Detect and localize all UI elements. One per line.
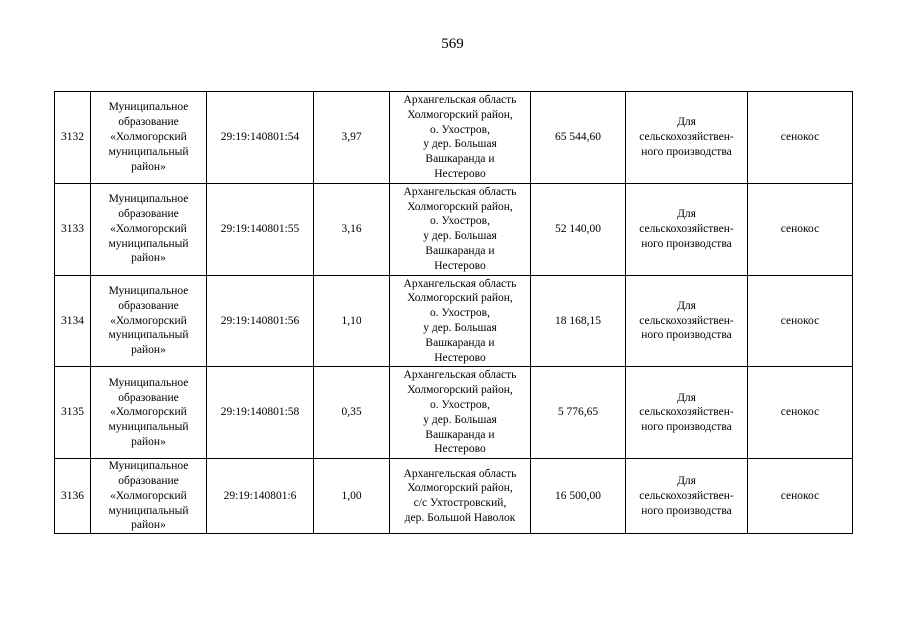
owner-line: муниципальный xyxy=(108,237,189,250)
owner-line: район» xyxy=(131,252,166,265)
owner-line: Муниципальное xyxy=(108,101,189,114)
permitted-use-cell: сенокос xyxy=(748,367,853,459)
owner-line: муниципальный xyxy=(108,504,189,517)
location-line: у дер. Большая xyxy=(423,413,497,426)
land-plots-table xyxy=(54,91,853,534)
category-line: ного производства xyxy=(641,504,732,517)
permitted-use-cell: сенокос xyxy=(748,275,853,367)
location-line: Архангельская область xyxy=(403,277,517,290)
category-line: сельскохозяйствен- xyxy=(639,130,734,143)
owner-cell xyxy=(91,183,207,275)
cadastral-number-cell: 29:19:140801:56 xyxy=(207,275,314,367)
location-line: Архангельская область xyxy=(403,185,517,198)
cadastral-number-cell: 29:19:140801:6 xyxy=(207,459,314,534)
table-row xyxy=(55,459,853,534)
table-row xyxy=(55,275,853,367)
owner-line: район» xyxy=(131,519,166,532)
permitted-use-cell: сенокос xyxy=(748,459,853,534)
area-cell: 1,10 xyxy=(314,275,390,367)
area-cell: 3,97 xyxy=(314,92,390,184)
owner-line: образование xyxy=(118,116,179,129)
cadastral-value-cell: 52 140,00 xyxy=(531,183,626,275)
location-line: Архангельская область xyxy=(403,94,517,106)
row-number-cell: 3136 xyxy=(55,459,91,534)
location-line: Холмогорский район, xyxy=(407,200,513,213)
owner-cell xyxy=(91,367,207,459)
location-line: с/с Ухтостровский, xyxy=(413,497,507,510)
owner-line: Муниципальное xyxy=(108,193,189,206)
location-cell xyxy=(390,367,531,459)
cadastral-value-cell: 65 544,60 xyxy=(531,92,626,184)
land-category-cell xyxy=(626,459,748,534)
land-category-cell xyxy=(626,92,748,184)
row-number-cell: 3134 xyxy=(55,275,91,367)
area-cell: 3,16 xyxy=(314,183,390,275)
location-line: о. Ухостров, xyxy=(430,123,490,136)
location-line: Нестерово xyxy=(434,259,486,272)
location-line: Нестерово xyxy=(434,167,486,180)
location-line: Холмогорский район, xyxy=(407,482,513,495)
owner-line: «Холмогорский xyxy=(110,406,187,419)
location-line: дер. Большой Наволок xyxy=(404,511,516,524)
category-line: Для xyxy=(677,299,696,312)
location-line: Вашкаранда и xyxy=(425,244,495,257)
cadastral-value-cell: 5 776,65 xyxy=(531,367,626,459)
location-line: Вашкаранда и xyxy=(425,428,495,441)
location-line: Архангельская область xyxy=(403,467,517,480)
owner-line: «Холмогорский xyxy=(110,489,187,502)
location-line: у дер. Большая xyxy=(423,230,497,243)
category-line: Для xyxy=(677,391,696,404)
cadastral-number-cell: 29:19:140801:54 xyxy=(207,92,314,184)
owner-line: образование xyxy=(118,474,179,487)
owner-line: Муниципальное xyxy=(108,460,189,473)
owner-line: район» xyxy=(131,435,166,448)
category-line: Для xyxy=(677,116,696,129)
owner-line: образование xyxy=(118,207,179,220)
location-line: Нестерово xyxy=(434,351,486,364)
permitted-use-cell: сенокос xyxy=(748,92,853,184)
area-cell: 0,35 xyxy=(314,367,390,459)
cadastral-number-cell: 29:19:140801:55 xyxy=(207,183,314,275)
owner-line: район» xyxy=(131,160,166,173)
category-line: ного производства xyxy=(641,237,732,250)
permitted-use-cell: сенокос xyxy=(748,183,853,275)
owner-cell xyxy=(91,275,207,367)
location-line: у дер. Большая xyxy=(423,321,497,334)
category-line: сельскохозяйствен- xyxy=(639,406,734,419)
owner-line: «Холмогорский xyxy=(110,130,187,143)
category-line: сельскохозяйствен- xyxy=(639,489,734,502)
row-number-cell: 3135 xyxy=(55,367,91,459)
owner-line: «Холмогорский xyxy=(110,314,187,327)
owner-line: муниципальный xyxy=(108,329,189,342)
row-number-cell: 3132 xyxy=(55,92,91,184)
owner-line: Муниципальное xyxy=(108,376,189,389)
land-category-cell xyxy=(626,183,748,275)
page-number: 569 xyxy=(441,36,464,52)
owner-line: муниципальный xyxy=(108,145,189,158)
category-line: ного производства xyxy=(641,421,732,434)
cadastral-value-cell: 16 500,00 xyxy=(531,459,626,534)
location-line: у дер. Большая xyxy=(423,138,497,151)
location-cell xyxy=(390,275,531,367)
area-cell: 1,00 xyxy=(314,459,390,534)
cadastral-number-cell: 29:19:140801:58 xyxy=(207,367,314,459)
location-line: Холмогорский район, xyxy=(407,292,513,305)
location-line: о. Ухостров, xyxy=(430,215,490,228)
owner-line: образование xyxy=(118,299,179,312)
location-line: Вашкаранда и xyxy=(425,336,495,349)
owner-cell xyxy=(91,92,207,184)
table-row xyxy=(55,92,853,184)
location-line: Архангельская область xyxy=(403,369,517,382)
owner-line: «Холмогорский xyxy=(110,222,187,235)
category-line: ного производства xyxy=(641,329,732,342)
category-line: сельскохозяйствен- xyxy=(639,222,734,235)
category-line: сельскохозяйствен- xyxy=(639,314,734,327)
owner-cell xyxy=(91,459,207,534)
location-cell xyxy=(390,92,531,184)
table-row xyxy=(55,183,853,275)
location-cell xyxy=(390,183,531,275)
owner-line: муниципальный xyxy=(108,421,189,434)
row-number-cell: 3133 xyxy=(55,183,91,275)
location-cell xyxy=(390,459,531,534)
location-line: Холмогорский район, xyxy=(407,108,513,121)
cadastral-value-cell: 18 168,15 xyxy=(531,275,626,367)
location-line: Вашкаранда и xyxy=(425,153,495,166)
category-line: Для xyxy=(677,207,696,220)
category-line: Для xyxy=(677,474,696,487)
category-line: ного производства xyxy=(641,145,732,158)
owner-line: образование xyxy=(118,391,179,404)
land-category-cell xyxy=(626,275,748,367)
location-line: о. Ухостров, xyxy=(430,307,490,320)
land-category-cell xyxy=(626,367,748,459)
table-row xyxy=(55,367,853,459)
location-line: Холмогорский район, xyxy=(407,384,513,397)
location-line: Нестерово xyxy=(434,443,486,456)
owner-line: Муниципальное xyxy=(108,284,189,297)
location-line: о. Ухостров, xyxy=(430,398,490,411)
owner-line: район» xyxy=(131,344,166,357)
